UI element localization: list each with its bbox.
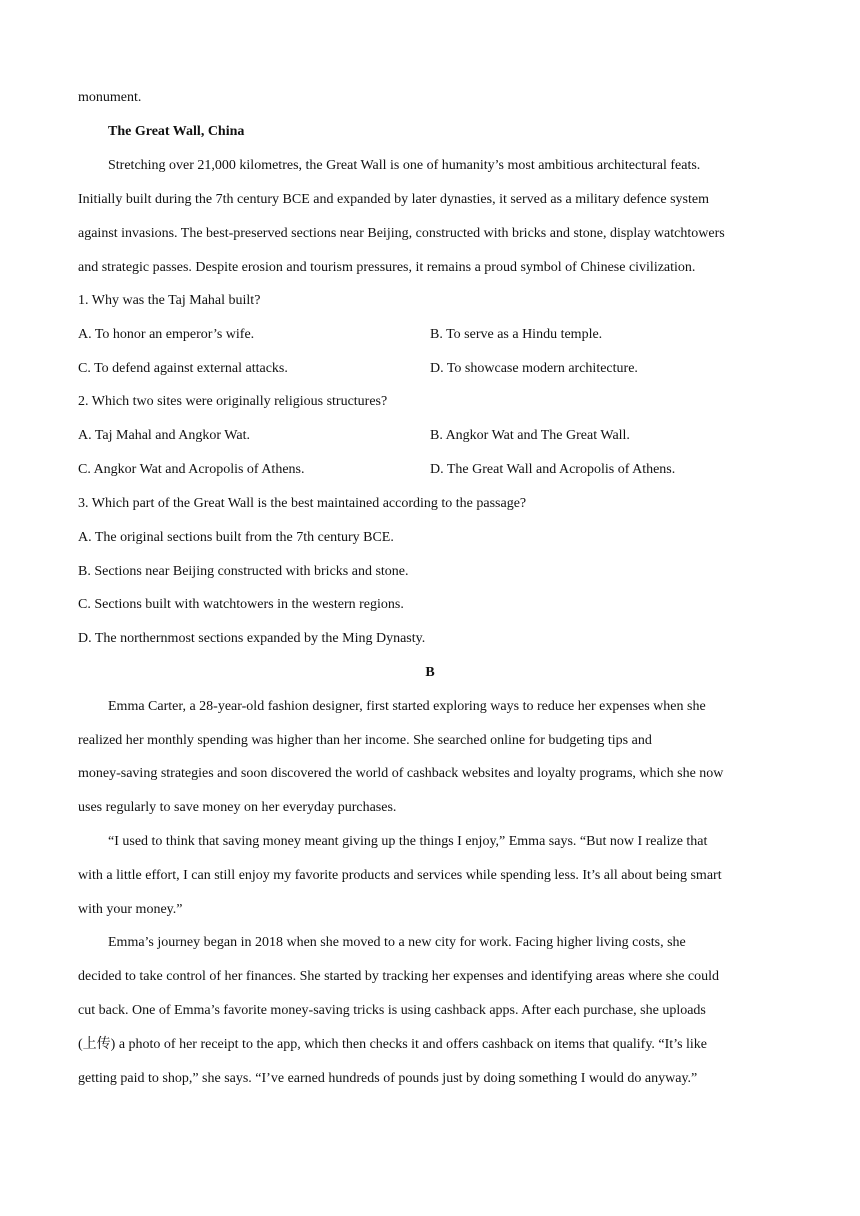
question-1-option-a: A. To honor an emperor’s wife. — [78, 327, 255, 342]
section-b-line: Emma Carter, a 28-year-old fashion designer, first started exploring ways to reduce her expenses when she — [108, 699, 706, 714]
section-b-label: B — [425, 665, 435, 680]
question-2-stem: 2. Which two sites were originally religious structures? — [78, 394, 388, 409]
question-2-option-d: D. The Great Wall and Acropolis of Athens. — [430, 462, 676, 477]
question-1-stem: 1. Why was the Taj Mahal built? — [78, 293, 261, 308]
section-b-line: uses regularly to save money on her everyday purchases. — [78, 800, 397, 815]
section-b-line: Emma’s journey began in 2018 when she moved to a new city for work. Facing higher living costs, she — [108, 935, 686, 950]
great-wall-line: and strategic passes. Despite erosion and tourism pressures, it remains a proud symbol of Chinese civilization. — [78, 260, 696, 275]
great-wall-heading: The Great Wall, China — [108, 124, 245, 139]
question-1-option-b: B. To serve as a Hindu temple. — [430, 327, 603, 342]
section-b-line: decided to take control of her finances. She started by tracking her expenses and identifying areas where she could — [78, 969, 720, 984]
section-b-line: with your money.” — [78, 902, 183, 917]
section-b-line: getting paid to shop,” she says. “I’ve earned hundreds of pounds just by doing something I would do anyway.” — [78, 1071, 698, 1086]
question-3-option-b: B. Sections near Beijing constructed with bricks and stone. — [78, 564, 409, 579]
question-2-option-c: C. Angkor Wat and Acropolis of Athens. — [78, 462, 305, 477]
section-b-line: with a little effort, I can still enjoy my favorite products and services while spending less. It’s all about being smart — [78, 868, 722, 883]
question-3-option-d: D. The northernmost sections expanded by the Ming Dynasty. — [78, 631, 426, 646]
section-b-line: (上传) a photo of her receipt to the app, which then checks it and offers cashback on items that qualify. “It’s like — [78, 1037, 708, 1052]
question-2-option-b: B. Angkor Wat and The Great Wall. — [430, 428, 630, 443]
section-b-line: “I used to think that saving money meant giving up the things I enjoy,” Emma says. “But now I realize that — [108, 834, 708, 849]
question-1-option-d: D. To showcase modern architecture. — [430, 361, 638, 376]
question-3-stem: 3. Which part of the Great Wall is the best maintained according to the passage? — [78, 496, 527, 511]
question-2-option-a: A. Taj Mahal and Angkor Wat. — [78, 428, 250, 443]
great-wall-line: against invasions. The best-preserved sections near Beijing, constructed with bricks and stone, display watchtowers — [78, 226, 725, 241]
great-wall-line: Stretching over 21,000 kilometres, the Great Wall is one of humanity’s most ambitious architectural feats. — [108, 158, 701, 173]
question-1-option-c: C. To defend against external attacks. — [78, 361, 288, 376]
intro-tail-text: monument. — [78, 90, 142, 105]
section-b-line: money-saving strategies and soon discovered the world of cashback websites and loyalty programs, which she now — [78, 766, 724, 781]
section-b-line: realized her monthly spending was higher than her income. She searched online for budgeting tips and — [78, 733, 652, 748]
question-3-option-c: C. Sections built with watchtowers in the western regions. — [78, 597, 404, 612]
question-3-option-a: A. The original sections built from the 7th century BCE. — [78, 530, 394, 545]
great-wall-line: Initially built during the 7th century BCE and expanded by later dynasties, it served as a military defence system — [78, 192, 709, 207]
section-b-line: cut back. One of Emma’s favorite money-saving tricks is using cashback apps. After each purchase, she uploads — [78, 1003, 706, 1018]
